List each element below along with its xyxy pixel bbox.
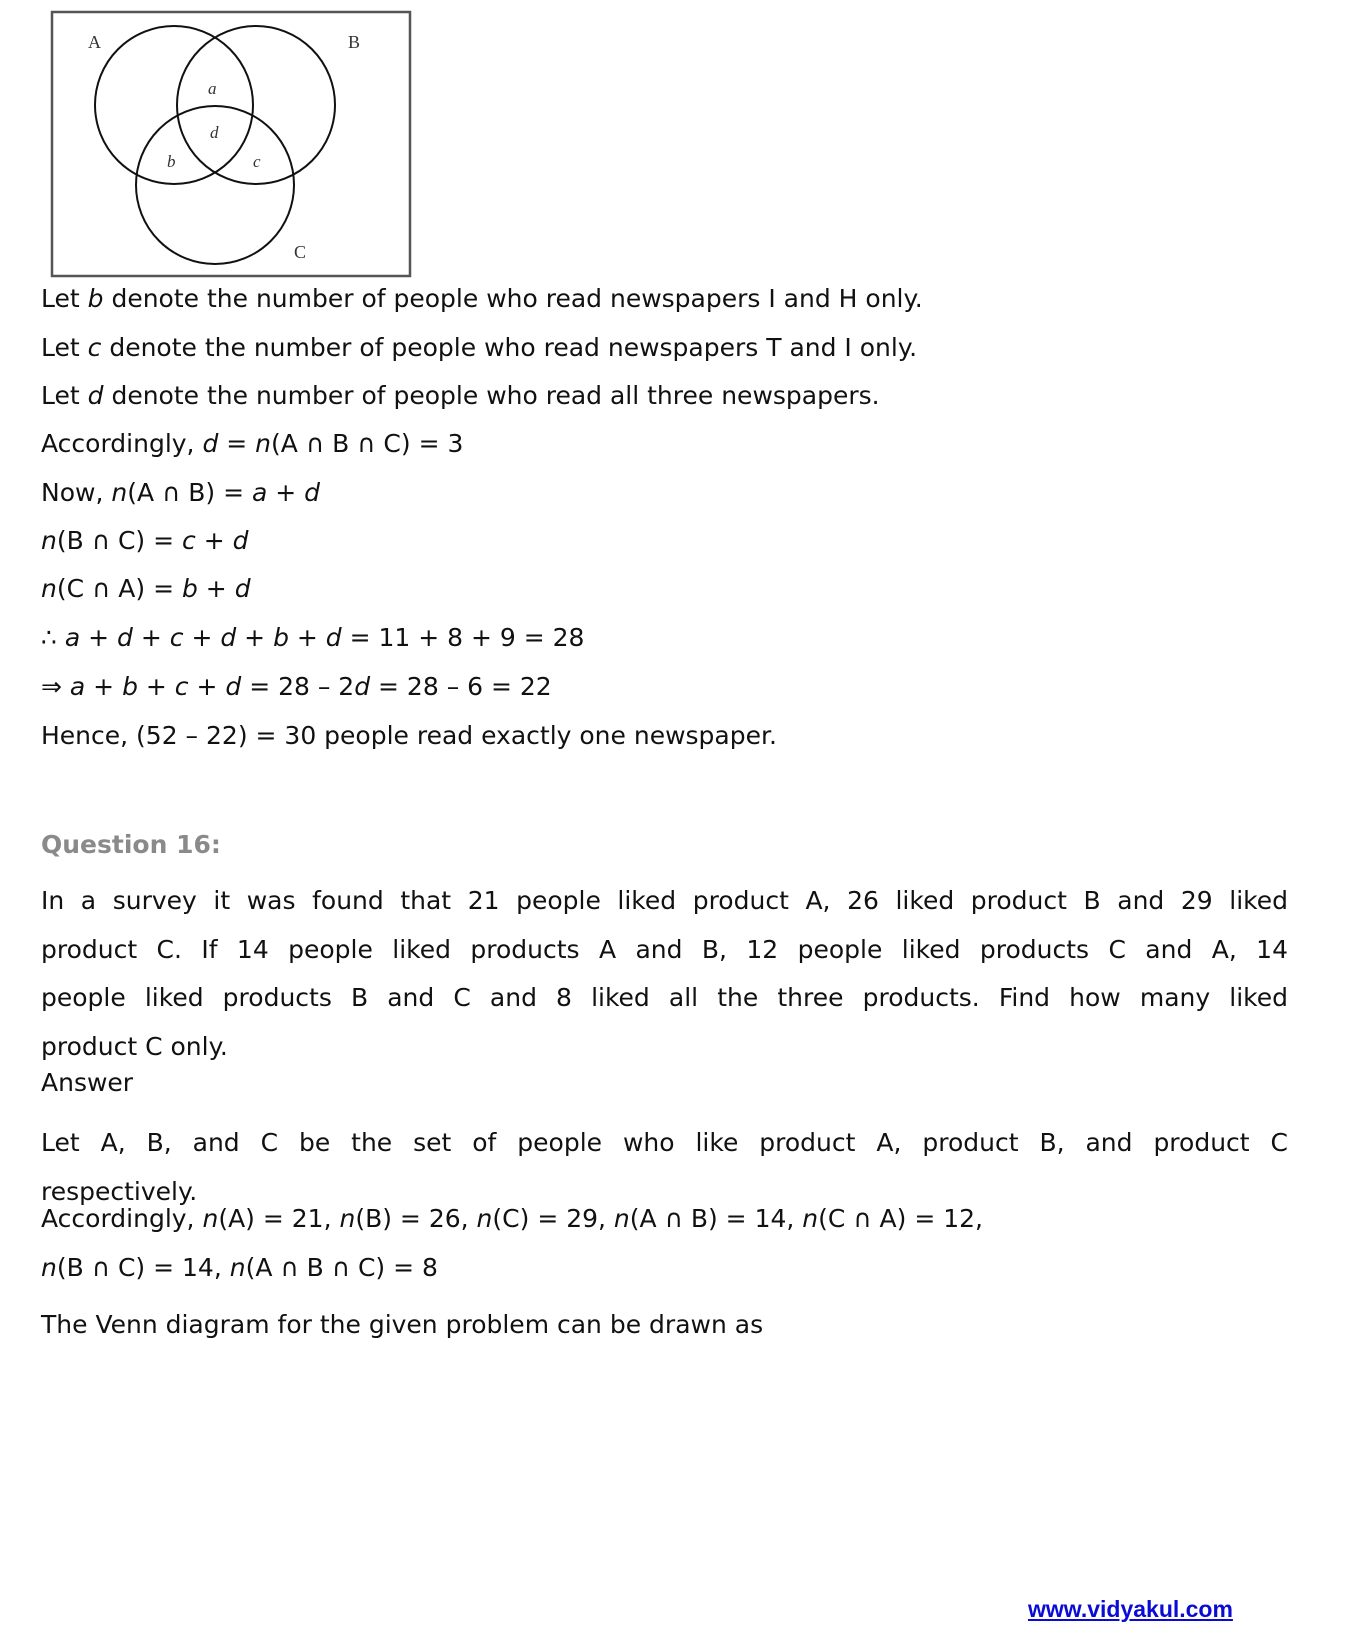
math-variable: b [122, 672, 138, 701]
text-segment: + [197, 574, 235, 603]
venn-label-c: C [294, 242, 307, 262]
text-segment: Accordingly, [41, 429, 203, 458]
answer-intro [41, 1119, 1288, 1216]
text-segment: Let [41, 333, 88, 362]
text-segment: + [137, 672, 175, 701]
math-variable: d [234, 574, 251, 603]
solution-line [41, 721, 777, 751]
text-segment: (C ∩ A) = 12, [818, 1204, 983, 1233]
math-variable: c [182, 526, 196, 555]
solution-line [41, 333, 917, 363]
math-variable: d [117, 623, 133, 652]
text-segment: Hence, (52 – 22) = 30 people read exactly one newspaper. [41, 721, 777, 750]
text-segment: (A ∩ B ∩ C) = 3 [271, 429, 464, 458]
text-segment: = 28 – 6 = 22 [370, 672, 552, 701]
math-variable: n [229, 1253, 246, 1282]
math-variable: b [181, 574, 198, 603]
math-variable: n [476, 1204, 493, 1233]
text-segment: + [183, 623, 221, 652]
text-segment: + [188, 672, 226, 701]
text-segment: (B ∩ C) = 14, [56, 1253, 230, 1282]
answer-intro-line: respectively. [41, 1176, 198, 1206]
text-segment: denote the number of people who read newspapers I and H only. [103, 284, 923, 313]
solution-line [41, 623, 584, 653]
question-line: product C only. [41, 1031, 228, 1061]
solution-line [41, 672, 552, 702]
venn-intro: The Venn diagram for the given problem can be drawn as [41, 1310, 764, 1339]
text-segment: = [218, 429, 256, 458]
given-line [41, 1204, 983, 1234]
given-line [41, 1253, 438, 1283]
text-segment: + [80, 623, 118, 652]
solution-line [41, 381, 880, 411]
question-line: product C. If 14 people liked products A and B, 12 people liked products C and A, 14 [41, 934, 1288, 964]
text-segment: Accordingly, [41, 1204, 203, 1233]
math-variable: d [202, 429, 219, 458]
question-text [41, 877, 1288, 1071]
math-variable: n [41, 526, 57, 555]
venn-region-b: b [167, 152, 176, 171]
text-segment: + [236, 623, 274, 652]
math-variable: n [41, 1253, 57, 1282]
text-segment: (A) = 21, [218, 1204, 340, 1233]
math-variable: d [325, 623, 342, 652]
venn-label-a: A [88, 32, 101, 52]
venn-label-b: B [348, 32, 361, 52]
math-variable: d [225, 672, 242, 701]
math-variable: c [174, 672, 189, 701]
text-segment: ∴ [41, 623, 65, 652]
math-variable: n [111, 478, 128, 507]
math-variable: n [41, 574, 57, 603]
text-segment: + [267, 478, 305, 507]
text-segment: (A ∩ B) = [127, 478, 252, 507]
question-heading: Question 16: [41, 830, 221, 859]
venn-region-d: d [210, 123, 219, 142]
math-variable: d [304, 478, 321, 507]
text-segment: (A ∩ B) = 14, [629, 1204, 803, 1233]
solution-line [41, 284, 923, 314]
text-segment: Let [41, 381, 88, 410]
math-variable: n [202, 1204, 219, 1233]
text-segment: = 11 + 8 + 9 = 28 [341, 623, 585, 652]
answer-label: Answer [41, 1068, 134, 1097]
math-variable: n [255, 429, 272, 458]
text-segment: + [132, 623, 170, 652]
text-segment: Now, [41, 478, 112, 507]
venn-region-a: a [208, 79, 217, 98]
math-variable: a [64, 623, 81, 652]
math-variable: b [87, 284, 104, 313]
math-variable: n [339, 1204, 356, 1233]
math-variable: a [252, 478, 268, 507]
solution-line [41, 429, 463, 459]
text-segment: + [288, 623, 326, 652]
text-segment: (C ∩ A) = [56, 574, 182, 603]
math-variable: b [273, 623, 289, 652]
text-segment: = 28 – 2 [241, 672, 355, 701]
question-line: people liked products B and C and 8 liked all the three products. Find how many liked [41, 983, 1288, 1012]
math-variable: d [354, 672, 371, 701]
solution-line [41, 526, 248, 556]
text-segment: + [195, 526, 233, 555]
text-segment: denote the number of people who read newspapers T and I only. [101, 333, 918, 362]
math-variable: d [232, 526, 249, 555]
math-variable: c [87, 333, 102, 362]
text-segment: Let [41, 284, 88, 313]
vidyakul-link[interactable]: www.vidyakul.com [1028, 1596, 1233, 1622]
text-segment: ⇒ [41, 672, 70, 701]
text-segment: denote the number of people who read all three newspapers. [103, 381, 880, 410]
math-variable: n [802, 1204, 819, 1233]
text-segment: (B ∩ C) = [56, 526, 183, 555]
text-segment: (B) = 26, [355, 1204, 477, 1233]
math-variable: c [169, 623, 184, 652]
math-variable: d [220, 623, 237, 652]
solution-line [41, 478, 320, 508]
math-variable: a [69, 672, 86, 701]
venn-diagram [50, 10, 415, 280]
text-segment: (A ∩ B ∩ C) = 8 [245, 1253, 438, 1282]
answer-intro-line: Let A, B, and C be the set of people who like product A, product B, and product C [41, 1128, 1288, 1157]
question-line: In a survey it was found that 21 people liked product A, 26 liked product B and 29 liked [41, 886, 1288, 915]
solution-line [41, 574, 251, 604]
math-variable: d [87, 381, 104, 410]
venn-region-c: c [253, 152, 261, 171]
math-variable: n [613, 1204, 630, 1233]
text-segment: + [85, 672, 123, 701]
text-segment: (C) = 29, [492, 1204, 614, 1233]
